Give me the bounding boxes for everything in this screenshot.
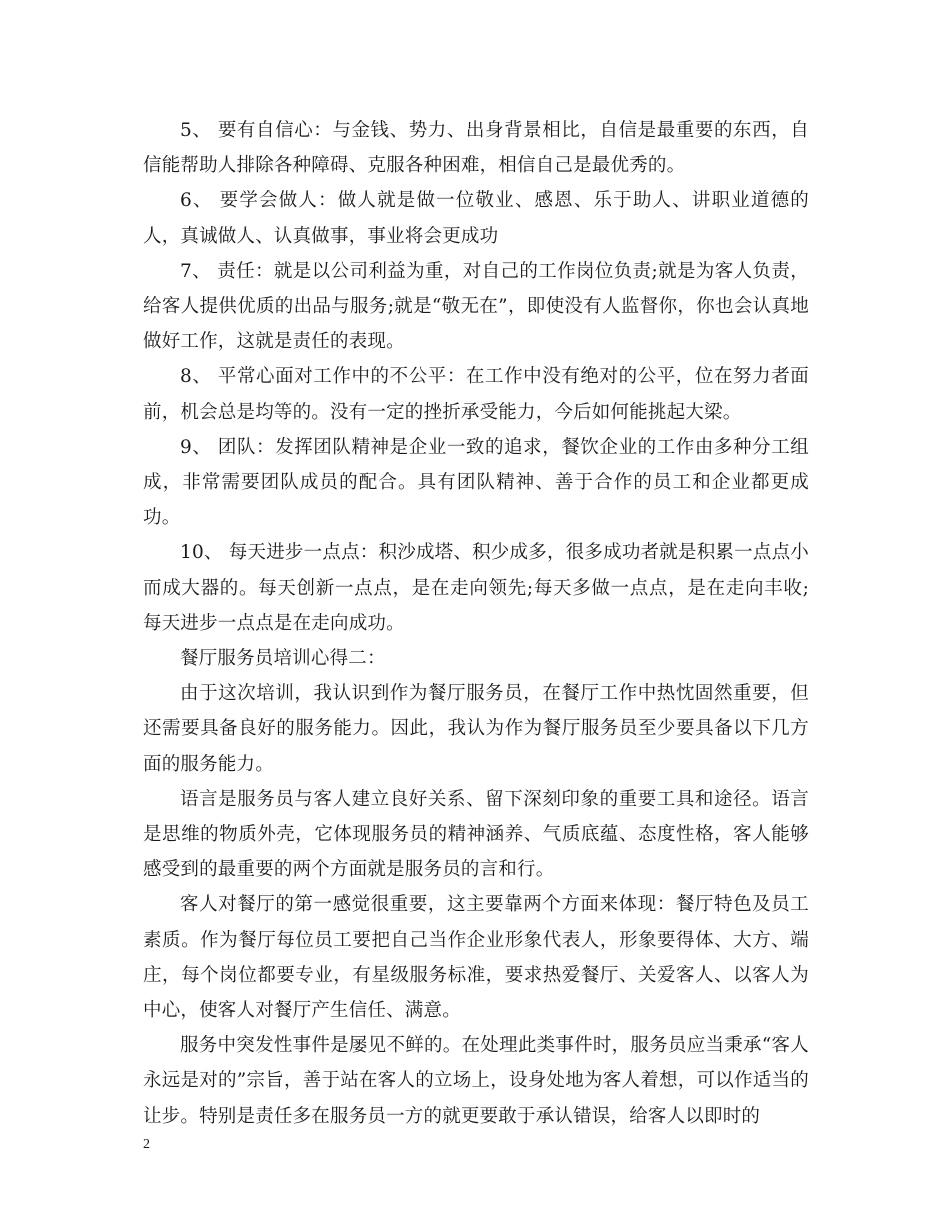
- paragraph-item-8: 8、 平常心面对工作中的不公平：在工作中没有绝对的公平，位在努力者面前，机会总是均等的。没有一定的挫折承受能力，今后如何能挑起大梁。: [143, 366, 809, 423]
- paragraph-item-9: 9、 团队：发挥团队精神是企业一致的追求，餐饮企业的工作由多种分工组成，非常需要团队成员的配合。具有团队精神、善于合作的员工和企业都更成功。: [143, 436, 809, 529]
- document-body: [143, 113, 809, 1134]
- paragraph-item-10: 10、 每天进步一点点：积沙成塔、积少成多，很多成功者就是积累一点点小而成大器的。每天创新一点点，是在走向领先;每天多做一点点，是在走向丰收;每天进步一点点是在走向成功。: [143, 542, 809, 634]
- paragraph-language: 语言是服务员与客人建立良好关系、留下深刻印象的重要工具和途径。语言是思维的物质外壳，它体现服务员的精神涵养、气质底蕴、态度性格，客人能够感受到的最重要的两个方面就是服务员的言和行。: [143, 788, 809, 881]
- paragraph-first-impression: 客人对餐厅的第一感觉很重要，这主要靠两个方面来体现：餐厅特色及员工素质。作为餐厅每位员工要把自己当作企业形象代表人，形象要得体、大方、端庄，每个岗位都要专业，有星级服务标准，要求热爱餐厅、关爱客人、以客人为中心，使客人对餐厅产生信任、满意。: [143, 894, 809, 1022]
- paragraph-item-7: 7、 责任：就是以公司利益为重，对自己的工作岗位负责;就是为客人负责，给客人提供优质的出品与服务;就是“敬无在”，即使没有人监督你，你也会认真地做好工作，这就是责任的表现。: [143, 260, 809, 353]
- paragraph-item-5: 5、 要有自信心：与金钱、势力、出身背景相比，自信是最重要的东西，自信能帮助人排除各种障碍、克服各种困难，相信自己是最优秀的。: [143, 120, 809, 177]
- paragraph-training-intro: 由于这次培训，我认识到作为餐厅服务员，在餐厅工作中热忱固然重要，但还需要具备良好的服务能力。因此，我认为作为餐厅服务员至少要具备以下几方面的服务能力。: [143, 683, 809, 775]
- paragraph-item-6: 6、 要学会做人：做人就是做一位敬业、感恩、乐于助人、讲职业道德的人，真诚做人、认真做事，事业将会更成功: [143, 190, 809, 247]
- section-heading: 餐厅服务员培训心得二：: [180, 648, 386, 670]
- paragraph-incidents: 服务中突发性事件是屡见不鲜的。在处理此类事件时，服务员应当秉承“客人永远是对的”宗旨，善于站在客人的立场上，设身处地为客人着想，可以作适当的让步。特别是责任多在服务员一方的就更要敢于承认错误，给客人以即时的: [143, 1035, 809, 1127]
- page-number: 2: [143, 1137, 150, 1152]
